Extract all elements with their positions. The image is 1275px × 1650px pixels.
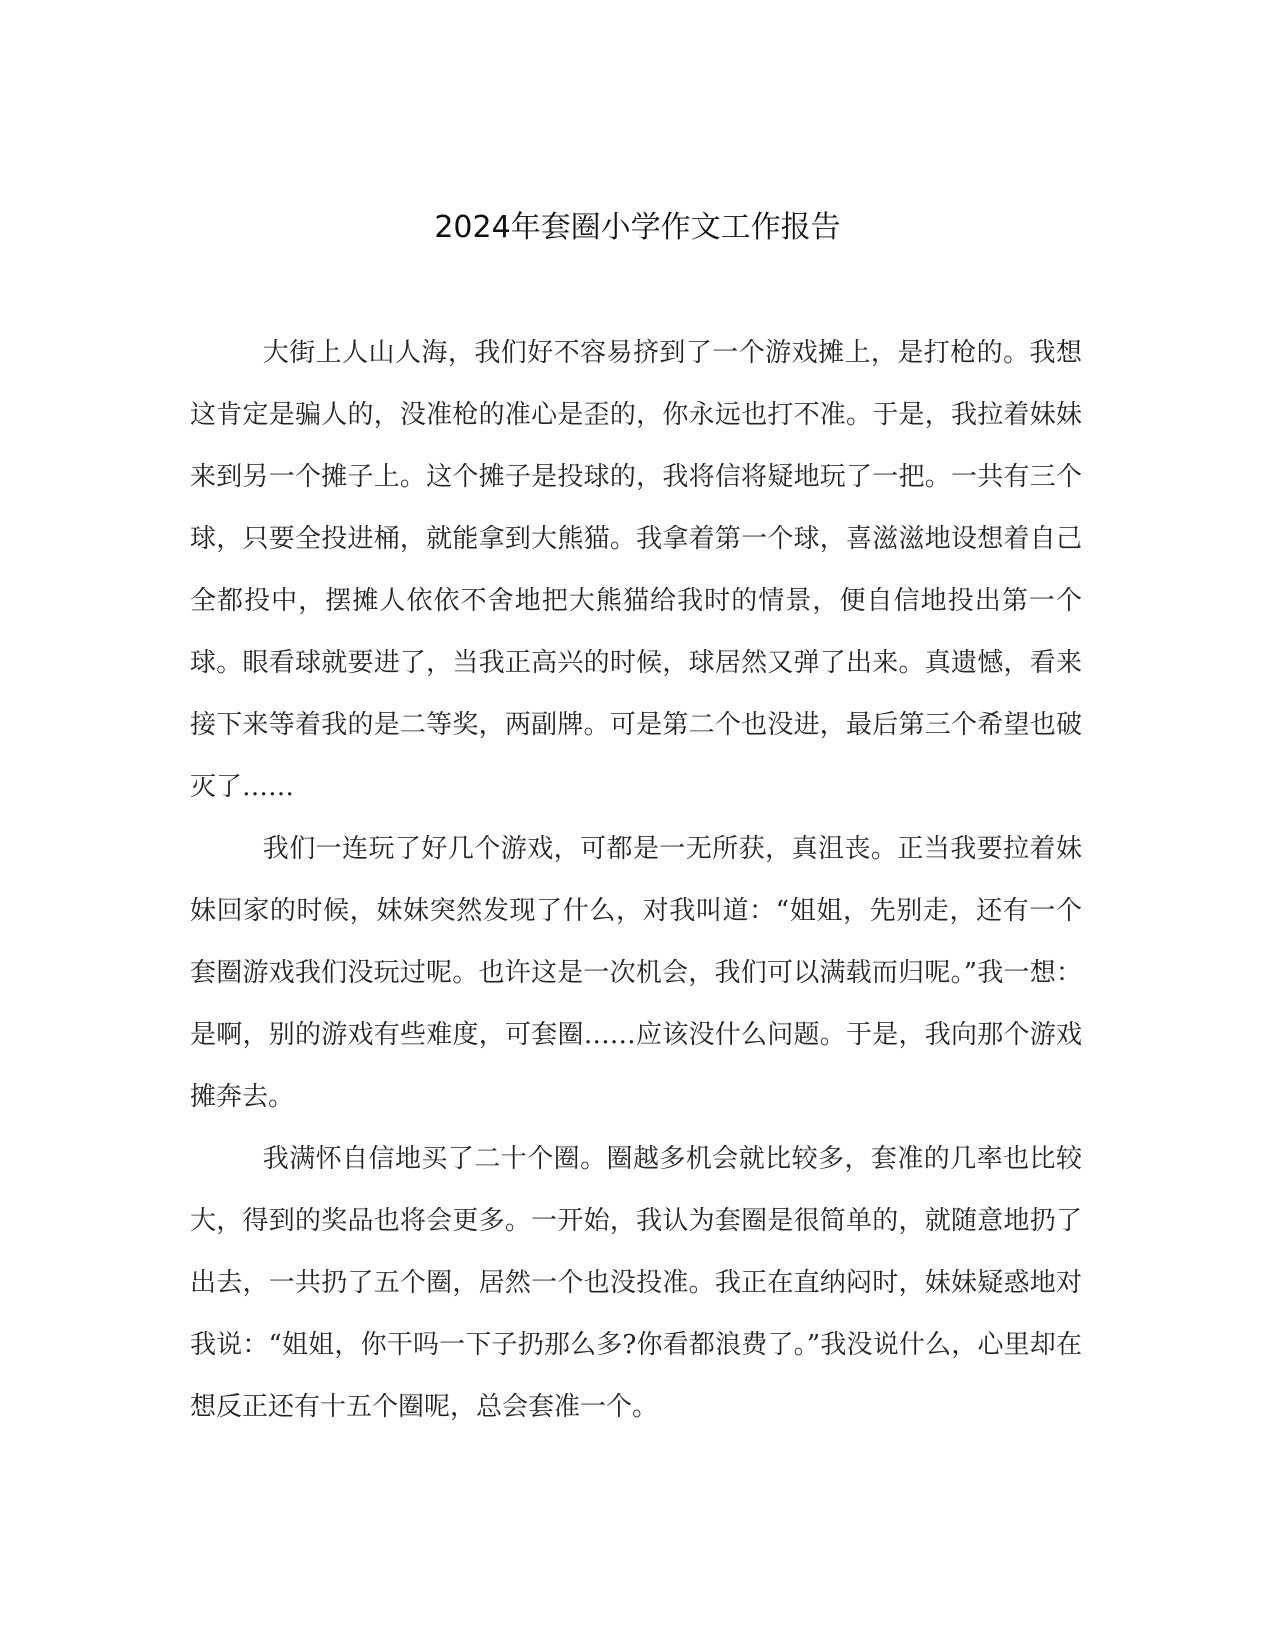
document-title: 2024年套圈小学作文工作报告 (434, 210, 841, 245)
document-body (190, 322, 1082, 1438)
paragraph: 我们一连玩了好几个游戏，可都是一无所获，真沮丧。正当我要拉着妹妹回家的时候，妹妹突然发现了什么，对我叫道：“姐姐，先别走，还有一个套圈游戏我们没玩过呢。也许这是一次机会，我们可以满载而归呢。”我一想：是啊，别的游戏有些难度，可套圈……应该没什么问题。于是，我向那个游戏摊奔去。 (190, 834, 1082, 1112)
paragraph: 我满怀自信地买了二十个圈。圈越多机会就比较多，套准的几率也比较大，得到的奖品也将会更多。一开始，我认为套圈是很简单的，就随意地扔了出去，一共扔了五个圈，居然一个也没投准。我正在直纳闷时，妹妹疑惑地对我说：“姐姐，你干吗一下子扔那么多?你看都浪费了。”我没说什么，心里却在想反正还有十五个圈呢，总会套准一个。 (190, 1144, 1082, 1422)
paragraph: 大街上人山人海，我们好不容易挤到了一个游戏摊上，是打枪的。我想这肯定是骗人的，没准枪的准心是歪的，你永远也打不准。于是，我拉着妹妹来到另一个摊子上。这个摊子是投球的，我将信将疑地玩了一把。一共有三个球，只要全投进桶，就能拿到大熊猫。我拿着第一个球，喜滋滋地设想着自己全都投中，摆摊人依依不舍地把大熊猫给我时的情景，便自信地投出第一个球。眼看球就要进了，当我正高兴的时候，球居然又弹了出来。真遗憾，看来接下来等着我的是二等奖，两副牌。可是第二个也没进，最后第三个希望也破灭了…… (190, 338, 1082, 802)
